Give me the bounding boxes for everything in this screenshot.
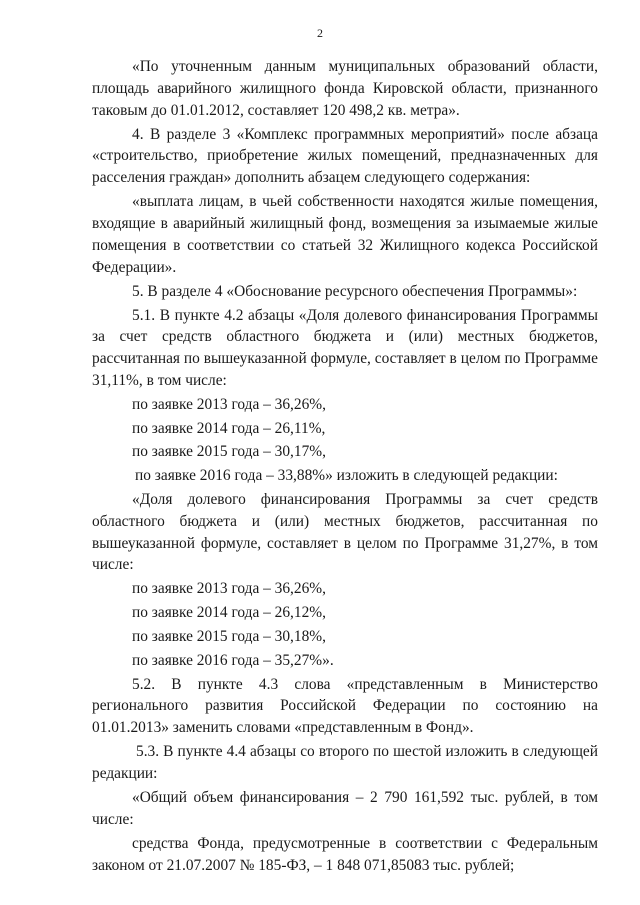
paragraph-new-wording: «Доля долевого финансирования Программы за счет средств областного бюджета и (или) местных бюджетов, рассчитанная по вышеуказанной формуле, составляет в целом по Программе 31,27%, в том числе: [92,491,598,574]
list-item: по заявке 2013 года – 36,26%, [132,395,326,413]
paragraph-item-4: 4. В разделе 3 «Комплекс программных мероприятий» после абзаца «строительство, приобретение жилых помещений, предназначенных для расселения граждан» дополнить абзацем следующего содержания: [92,125,598,187]
paragraph-compensation: «выплата лицам, в чьей собственности находятся жилые помещения, входящие в аварийный жилищный фонд, возмещения за изымаемые жилые помещения в соответствии со статьей 32 Жилищного кодекса Российской Федерации». [92,193,598,276]
paragraph-item-5: 5. В разделе 4 «Обоснование ресурсного обеспечения Программы»: [132,282,578,300]
page-number: 2 [317,26,323,40]
paragraph-item-5-2: 5.2. В пункте 4.3 слова «представленным в Министерство регионального развития Российской Федерации по состоянию на 01.01.2013» заменить словами «представленным в Фонд». [92,675,598,737]
list-item: по заявке 2015 года – 30,17%, [132,443,326,461]
list-item: по заявке 2013 года – 36,26%, [132,580,326,598]
paragraph-item-5-3: 5.3. В пункте 4.4 абзацы со второго по шестой изложить в следующей редакции: [92,743,598,783]
paragraph-item-5-1: 5.1. В пункте 4.2 абзацы «Доля долевого финансирования Программы за счет средств областного бюджета и (или) местных бюджетов, рассчитанная по вышеуказанной формуле, составляет в целом по Программе 31,11%, в том числе: [92,306,598,389]
list-item: по заявке 2015 года – 30,18%, [132,627,326,645]
paragraph-fund-financing: средства Фонда, предусмотренные в соответствии с Федеральным законом от 21.07.2007 № 185-ФЗ, – 1 848 071,85083 тыс. рублей; [92,834,598,874]
list-item: по заявке 2014 года – 26,12%, [132,604,326,622]
paragraph-area-data: «По уточненным данным муниципальных образований области, площадь аварийного жилищного фонда Кировской области, признанного таковым до 01.01.2012, составляет 120 498,2 кв. метра». [92,58,598,119]
list-item: по заявке 2016 года – 35,27%». [132,651,334,669]
paragraph-total-financing: «Общий объем финансирования – 2 790 161,592 тыс. рублей, в том числе: [92,789,598,828]
document-body [92,56,598,876]
list-item: по заявке 2016 года – 33,88%» изложить в следующей редакции: [135,467,558,485]
list-item: по заявке 2014 года – 26,11%, [132,419,326,437]
